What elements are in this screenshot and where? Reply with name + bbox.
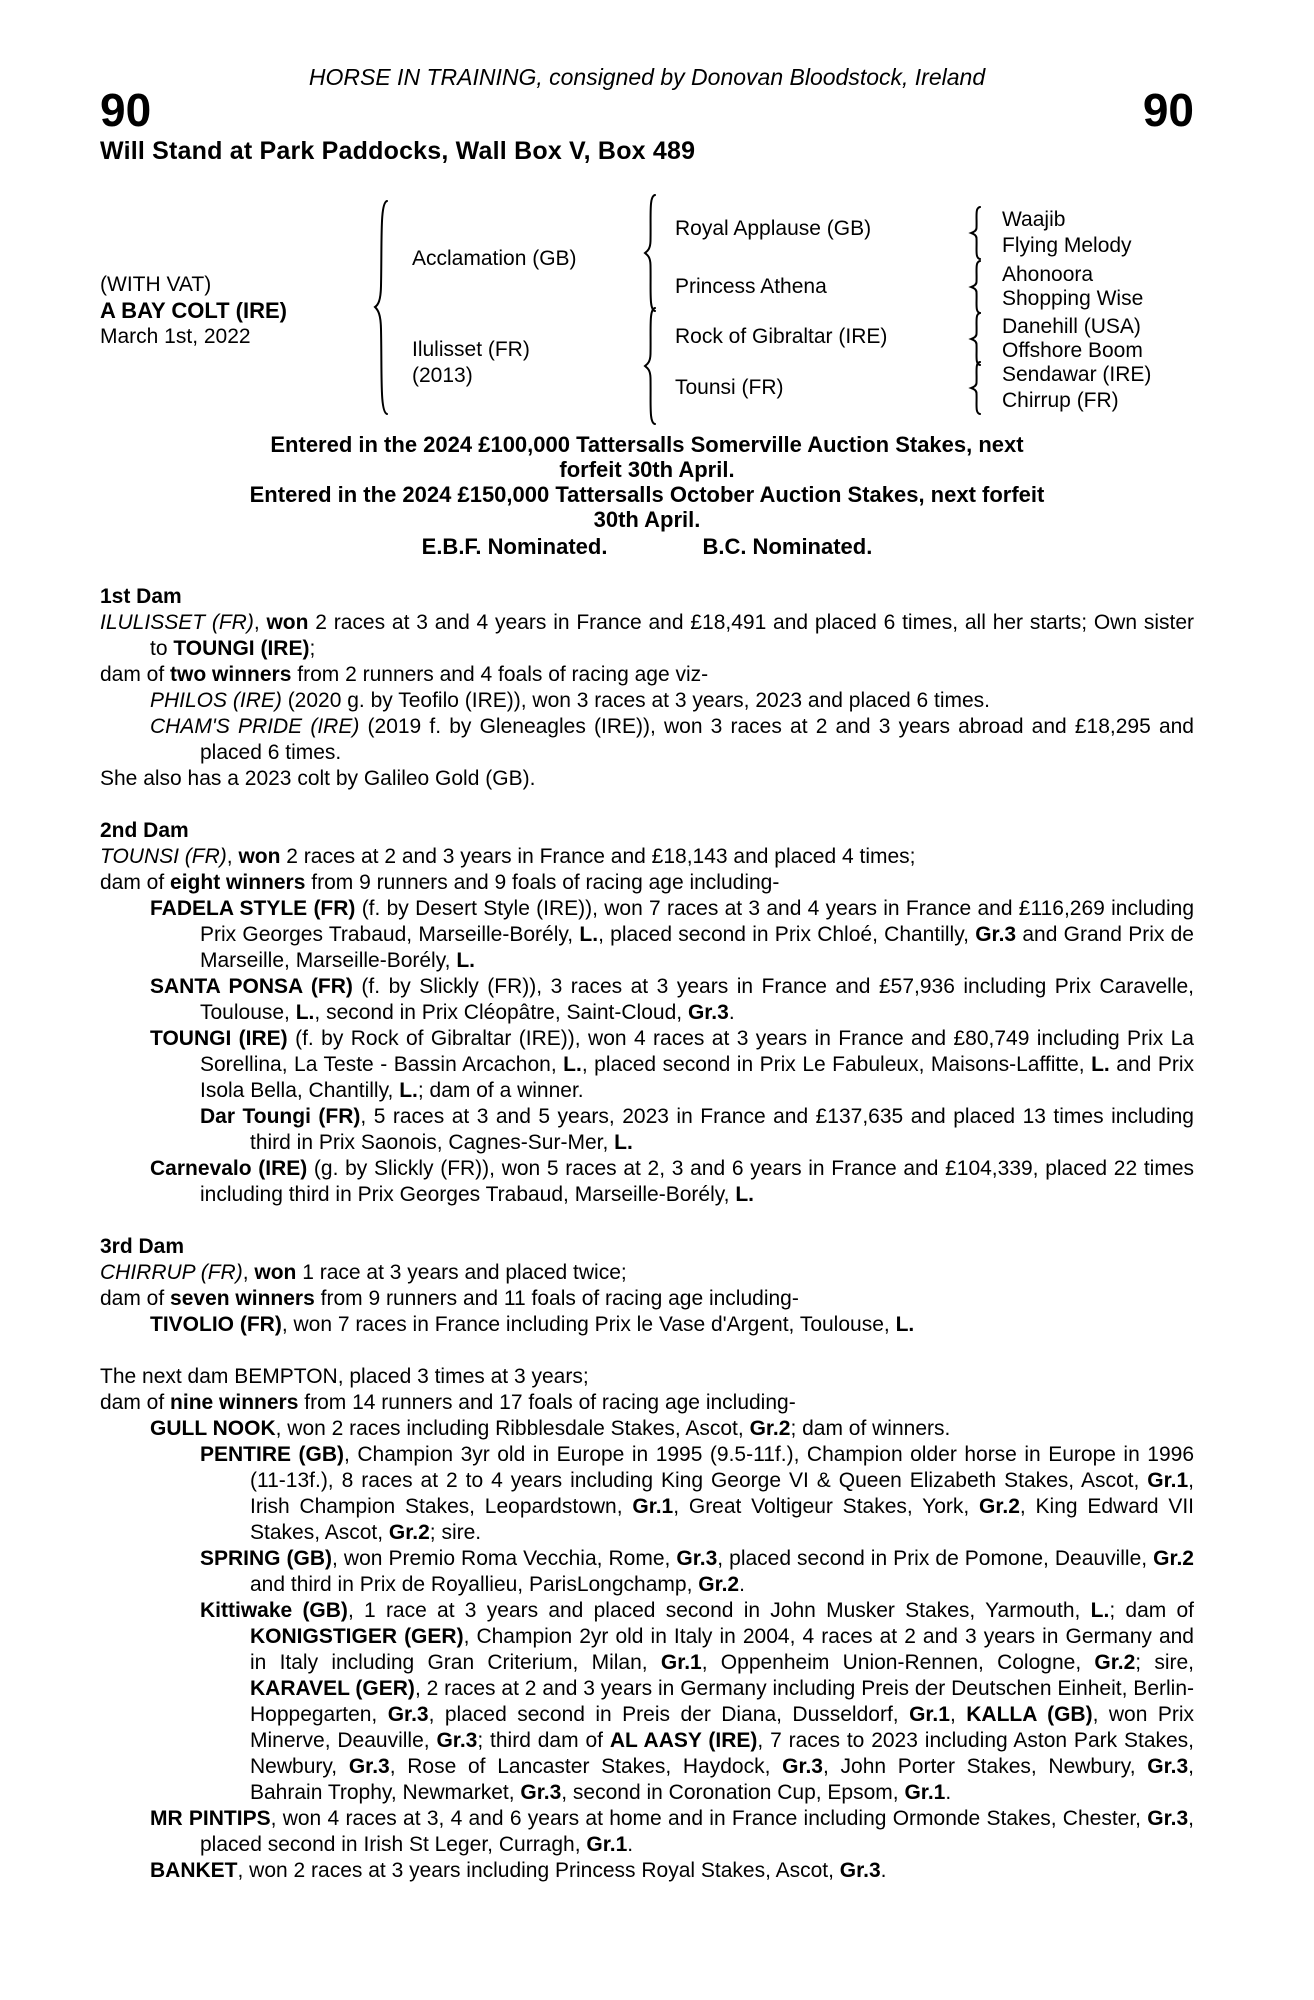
catalogue-paragraph: TOUNGI (IRE) (f. by Rock of Gibraltar (IRE)), won 4 races at 3 years in France and £80,749 including Prix La Sorellina, La Teste - Bassin Arcachon, L., placed second in Prix Le Fabuleux, Maisons-Laffitte, L. and Prix Isola Bella, Chantilly, L.; dam of a winner. <box>150 1027 1194 1102</box>
ebf-nominated: E.B.F. Nominated. <box>421 534 608 559</box>
lot-number-left: 90 <box>100 84 152 136</box>
horse-name: A BAY COLT (IRE) <box>100 298 288 323</box>
pedigree-brace <box>968 206 983 260</box>
entered-stakes-line: Entered in the 2024 £150,000 Tattersalls October Auction Stakes, next forfeit <box>249 482 1045 507</box>
ancestor-name: Shopping Wise <box>1002 287 1144 310</box>
ancestor-name: Waajib <box>1002 208 1066 231</box>
catalogue-paragraph: FADELA STYLE (FR) (f. by Desert Style (IRE)), won 7 races at 3 and 4 years in France and £116,269 including Prix Georges Trabaud, Marseille-Borély, L., placed second in Prix Chloé, Chantilly, Gr.3 and Grand Prix de Marseille, Marseille-Borély, L. <box>150 897 1194 972</box>
catalogue-paragraph: Dar Toungi (FR), 5 races at 3 and 5 years, 2023 in France and £137,635 and placed 13 times including third in Prix Saonois, Cagnes-Sur-Mer, L. <box>200 1105 1194 1154</box>
catalogue-paragraph: PENTIRE (GB), Champion 3yr old in Europe in 1995 (9.5-11f.), Champion older horse in Europe in 1996 (11-13f.), 8 races at 2 to 4 years including King George VI & Queen Elizabeth Stakes, Ascot, Gr.1, Irish Champion Stakes, Leopardstown, Gr.1, Great Voltigeur Stakes, York, Gr.2, King Edward VII Stakes, Ascot, Gr.2; sire. <box>200 1443 1195 1544</box>
catalogue-paragraph: ILULISSET (FR), won 2 races at 3 and 4 years in France and £18,491 and placed 6 times, all her starts; Own sister to TOUNGI (IRE); <box>100 611 1194 660</box>
dam-sections <box>100 584 1194 1884</box>
dam-section <box>100 584 1194 792</box>
nominations <box>100 534 1194 560</box>
catalogue-paragraph: dam of seven winners from 9 runners and 11 foals of racing age including- <box>100 1287 799 1310</box>
catalogue-paragraph: dam of eight winners from 9 runners and 9 foals of racing age including- <box>100 871 780 894</box>
lot-number-row <box>100 84 1194 136</box>
dam-section <box>100 1234 1194 1338</box>
ancestor-name: Offshore Boom <box>1002 339 1143 362</box>
ancestor-name: Danehill (USA) <box>1002 315 1141 338</box>
grandsire-name: Rock of Gibraltar (IRE) <box>675 325 888 348</box>
catalogue-paragraph: SPRING (GB), won Premio Roma Vecchia, Rome, Gr.3, placed second in Prix de Pomone, Deauville, Gr.2 and third in Prix de Royallieu, ParisLongchamp, Gr.2. <box>200 1547 1194 1596</box>
catalogue-paragraph: dam of nine winners from 14 runners and 17 foals of racing age including- <box>100 1391 796 1414</box>
dam-section <box>100 818 1194 1208</box>
dam-section-heading: 2nd Dam <box>100 819 189 842</box>
catalogue-paragraph: Kittiwake (GB), 1 race at 3 years and placed second in John Musker Stakes, Yarmouth, L.; dam of KONIGSTIGER (GER), Champion 2yr old in Italy in 2004, 4 races at 2 and 3 years in Germany and in Italy including Gran Criterium, Milan, Gr.1, Oppenheim Union-Rennen, Cologne, Gr.2; sire, KARAVEL (GER), 2 races at 2 and 3 years in Germany including Preis der Deutschen Einheit, Berlin-Hoppegarten, Gr.3, placed second in Preis der Diana, Dusseldorf, Gr.1, KALLA (GB), won Prix Minerve, Deauville, Gr.3; third dam of AL AASY (IRE), 7 races to 2023 including Aston Park Stakes, Newbury, Gr.3, Rose of Lancaster Stakes, Haydock, Gr.3, John Porter Stakes, Newbury, Gr.3, Bahrain Trophy, Newmarket, Gr.3, second in Coronation Cup, Epsom, Gr.1. <box>200 1599 1195 1804</box>
catalogue-paragraph: GULL NOOK, won 2 races including Ribblesdale Stakes, Ascot, Gr.2; dam of winners. <box>150 1417 951 1440</box>
pedigree-brace <box>642 307 658 425</box>
catalogue-paragraph: CHAM'S PRIDE (IRE) (2019 f. by Gleneagles (IRE)), won 3 races at 2 and 3 years abroad and £18,295 and placed 6 times. <box>150 715 1194 764</box>
catalogue-paragraph: dam of two winners from 2 runners and 4 foals of racing age viz- <box>100 663 709 686</box>
vat-note: (WITH VAT) <box>100 273 212 296</box>
foaling-date: March 1st, 2022 <box>100 325 251 348</box>
granddam-name: Tounsi (FR) <box>675 376 784 399</box>
bc-nominated: B.C. Nominated. <box>702 534 873 559</box>
dam-section-heading: 3rd Dam <box>100 1235 185 1258</box>
dam-section <box>100 1364 1194 1884</box>
ancestor-name: Sendawar (IRE) <box>1002 363 1152 386</box>
dam-name: Ilulisset (FR) <box>412 338 530 361</box>
entered-stakes-line: Entered in the 2024 £100,000 Tattersalls Somerville Auction Stakes, next <box>270 432 1024 457</box>
entered-stakes-line: forfeit 30th April. <box>559 457 735 482</box>
dam-section-heading: 1st Dam <box>100 585 182 608</box>
dam-year: (2013) <box>412 364 473 387</box>
stand-location: Will Stand at Park Paddocks, Wall Box V, Box 489 <box>100 137 696 165</box>
grandsire-name: Royal Applause (GB) <box>675 217 872 240</box>
catalogue-paragraph: TOUNSI (FR), won 2 races at 2 and 3 years in France and £18,143 and placed 4 times; <box>100 845 916 868</box>
ancestor-name: Chirrup (FR) <box>1002 389 1119 412</box>
catalogue-paragraph: BANKET, won 2 races at 3 years including Princess Royal Stakes, Ascot, Gr.3. <box>150 1859 887 1882</box>
catalogue-paragraph: SANTA PONSA (FR) (f. by Slickly (FR)), 3 races at 3 years in France and £57,936 including Prix Caravelle, Toulouse, L., second in Prix Cléopâtre, Saint-Cloud, Gr.3. <box>150 975 1194 1024</box>
ancestor-name: Flying Melody <box>1002 234 1132 257</box>
pedigree-brace <box>968 312 983 366</box>
consignor-note: HORSE IN TRAINING, consigned by Donovan Bloodstock, Ireland <box>308 64 986 90</box>
lot-number-right: 90 <box>1142 84 1194 136</box>
catalogue-paragraph: Carnevalo (IRE) (g. by Slickly (FR)), won 5 races at 2, 3 and 6 years in France and £104,339, placed 22 times including third in Prix Georges Trabaud, Marseille-Borély, L. <box>150 1157 1194 1206</box>
pedigree-brace <box>642 194 658 312</box>
catalogue-paragraph: TIVOLIO (FR), won 7 races in France including Prix le Vase d'Argent, Toulouse, L. <box>150 1313 915 1336</box>
catalogue-paragraph: MR PINTIPS, won 4 races at 3, 4 and 6 years at home and in France including Ormonde Stakes, Chester, Gr.3, placed second in Irish St Leger, Curragh, Gr.1. <box>150 1807 1194 1856</box>
pedigree-table <box>100 172 1194 422</box>
entered-stakes-line: 30th April. <box>593 507 701 532</box>
granddam-name: Princess Athena <box>675 275 827 298</box>
sire-name: Acclamation (GB) <box>412 247 577 270</box>
entered-stakes <box>100 432 1194 532</box>
pedigree-brace <box>372 200 390 415</box>
ancestor-name: Ahonoora <box>1002 263 1094 286</box>
catalogue-paragraph: She also has a 2023 colt by Galileo Gold (GB). <box>100 767 536 790</box>
catalogue-paragraph: PHILOS (IRE) (2020 g. by Teofilo (IRE)), won 3 races at 3 years, 2023 and placed 6 times. <box>150 689 991 712</box>
catalogue-paragraph: The next dam BEMPTON, placed 3 times at 3 years; <box>100 1365 589 1388</box>
pedigree-brace <box>968 260 983 314</box>
pedigree-brace <box>968 361 983 415</box>
catalogue-paragraph: CHIRRUP (FR), won 1 race at 3 years and placed twice; <box>100 1261 627 1284</box>
